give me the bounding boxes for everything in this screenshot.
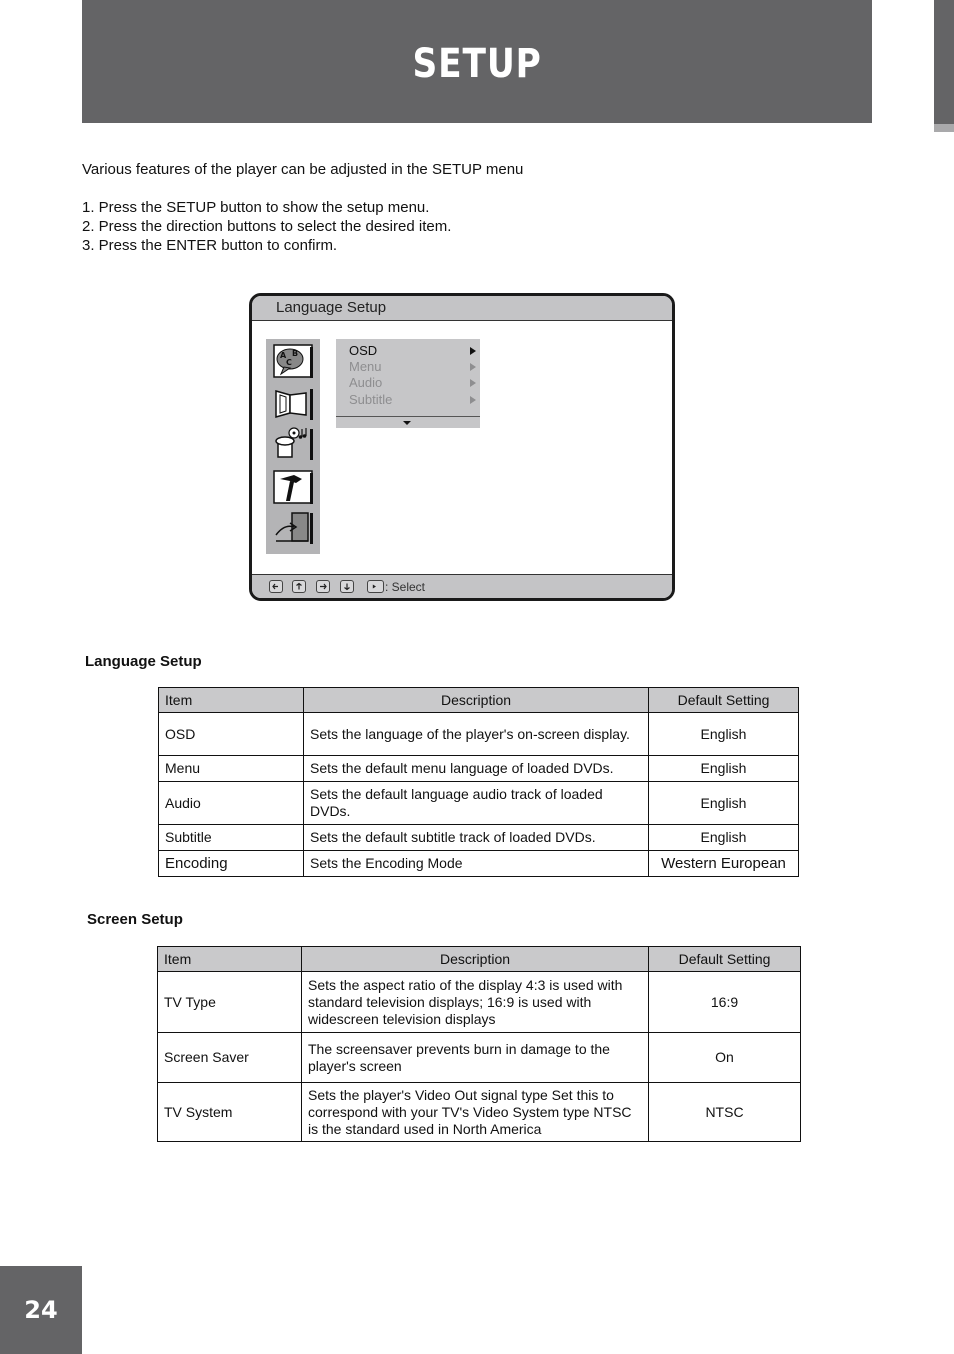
intro-paragraph: Various features of the player can be adjusted in the SETUP menu (82, 161, 524, 178)
item-cell: Menu (159, 756, 304, 782)
chevron-right-icon (470, 379, 476, 387)
description-cell: Sets the default language audio track of loaded DVDs. (304, 782, 649, 825)
arrow-down-icon (340, 580, 354, 593)
description-cell: Sets the default subtitle track of loaded DVDs. (304, 825, 649, 851)
audio-icon (272, 425, 314, 461)
osd-footer-bar (252, 574, 672, 598)
chevron-right-icon (470, 347, 476, 355)
table-row (159, 782, 799, 825)
item-cell: OSD (159, 713, 304, 756)
svg-text:A: A (280, 351, 287, 360)
description-cell: Sets the language of the player's on-screen display. (304, 713, 649, 756)
language-icon (272, 343, 314, 379)
table-row (159, 825, 799, 851)
arrow-up-icon (292, 580, 306, 593)
table-header-row (159, 688, 799, 713)
edge-tab (934, 0, 954, 124)
column-header-description: Description (302, 947, 649, 972)
default-cell: English (649, 782, 799, 825)
table-row (158, 972, 801, 1033)
menu-divider (336, 416, 480, 417)
screen-setup-table (157, 946, 801, 1142)
default-cell: NTSC (649, 1083, 801, 1142)
language-setup-table (158, 687, 799, 877)
default-cell: 16:9 (649, 972, 801, 1033)
item-cell: Audio (159, 782, 304, 825)
default-cell: English (649, 756, 799, 782)
language-setup-heading: Language Setup (85, 653, 202, 670)
osd-title: Language Setup (276, 299, 387, 316)
custom-icon (272, 469, 314, 505)
column-header-description: Description (304, 688, 649, 713)
column-header-default: Default Setting (649, 688, 799, 713)
default-cell: On (649, 1033, 801, 1083)
scroll-down-icon (403, 421, 411, 425)
step-1: 1. Press the SETUP button to show the setup menu. (82, 199, 430, 216)
description-cell: Sets the player's Video Out signal type Set this to correspond with your TV's Video System type NTSC is the standard used in North America (302, 1083, 649, 1142)
column-header-item: Item (158, 947, 302, 972)
table-row (159, 756, 799, 782)
description-cell: The screensaver prevents burn in damage to the player's screen (302, 1033, 649, 1083)
osd-screen-illustration (249, 293, 675, 601)
arrow-right-icon (316, 580, 330, 593)
table-row (159, 713, 799, 756)
step-2: 2. Press the direction buttons to select the desired item. (82, 218, 452, 235)
osd-icon-column (266, 339, 320, 554)
item-cell: Screen Saver (158, 1033, 302, 1083)
osd-menu-item-menu[interactable]: Menu (349, 359, 382, 374)
edge-tab-accent (934, 124, 954, 132)
chevron-right-icon (470, 363, 476, 371)
arrow-left-icon (269, 580, 283, 593)
osd-menu-item-osd[interactable]: OSD (349, 343, 378, 358)
item-cell: TV System (158, 1083, 302, 1142)
table-header-row (158, 947, 801, 972)
chevron-right-icon (470, 396, 476, 404)
item-cell: TV Type (158, 972, 302, 1033)
step-3: 3. Press the ENTER button to confirm. (82, 237, 338, 254)
instruction-steps (82, 198, 451, 255)
intro-text (82, 160, 523, 179)
osd-menu-item-audio[interactable]: Audio (349, 375, 383, 390)
table-row (158, 1083, 801, 1142)
page-header-band (82, 0, 872, 123)
footer-select-label: : Select (385, 580, 426, 594)
svg-text:C: C (286, 358, 292, 367)
screen-setup-heading: Screen Setup (87, 911, 183, 928)
item-cell: Encoding (159, 851, 304, 877)
osd-title-bar (252, 296, 672, 321)
page-title: SETUP (412, 40, 542, 87)
item-cell: Subtitle (159, 825, 304, 851)
exit-icon (272, 509, 314, 545)
default-cell: Western European (649, 851, 799, 877)
osd-menu-list (336, 339, 480, 428)
column-header-item: Item (159, 688, 304, 713)
play-icon (367, 580, 384, 593)
table-row (159, 851, 799, 877)
description-cell: Sets the Encoding Mode (304, 851, 649, 877)
default-cell: English (649, 825, 799, 851)
column-header-default: Default Setting (649, 947, 801, 972)
page-number: 24 (0, 1266, 82, 1354)
screen-icon (272, 385, 314, 421)
description-cell: Sets the aspect ratio of the display 4:3 is used with standard television displays; 16:9 is used with widescreen television displays (302, 972, 649, 1033)
description-cell: Sets the default menu language of loaded DVDs. (304, 756, 649, 782)
svg-text:B: B (292, 349, 299, 358)
osd-menu-item-subtitle[interactable]: Subtitle (349, 392, 393, 407)
default-cell: English (649, 713, 799, 756)
table-row (158, 1033, 801, 1083)
